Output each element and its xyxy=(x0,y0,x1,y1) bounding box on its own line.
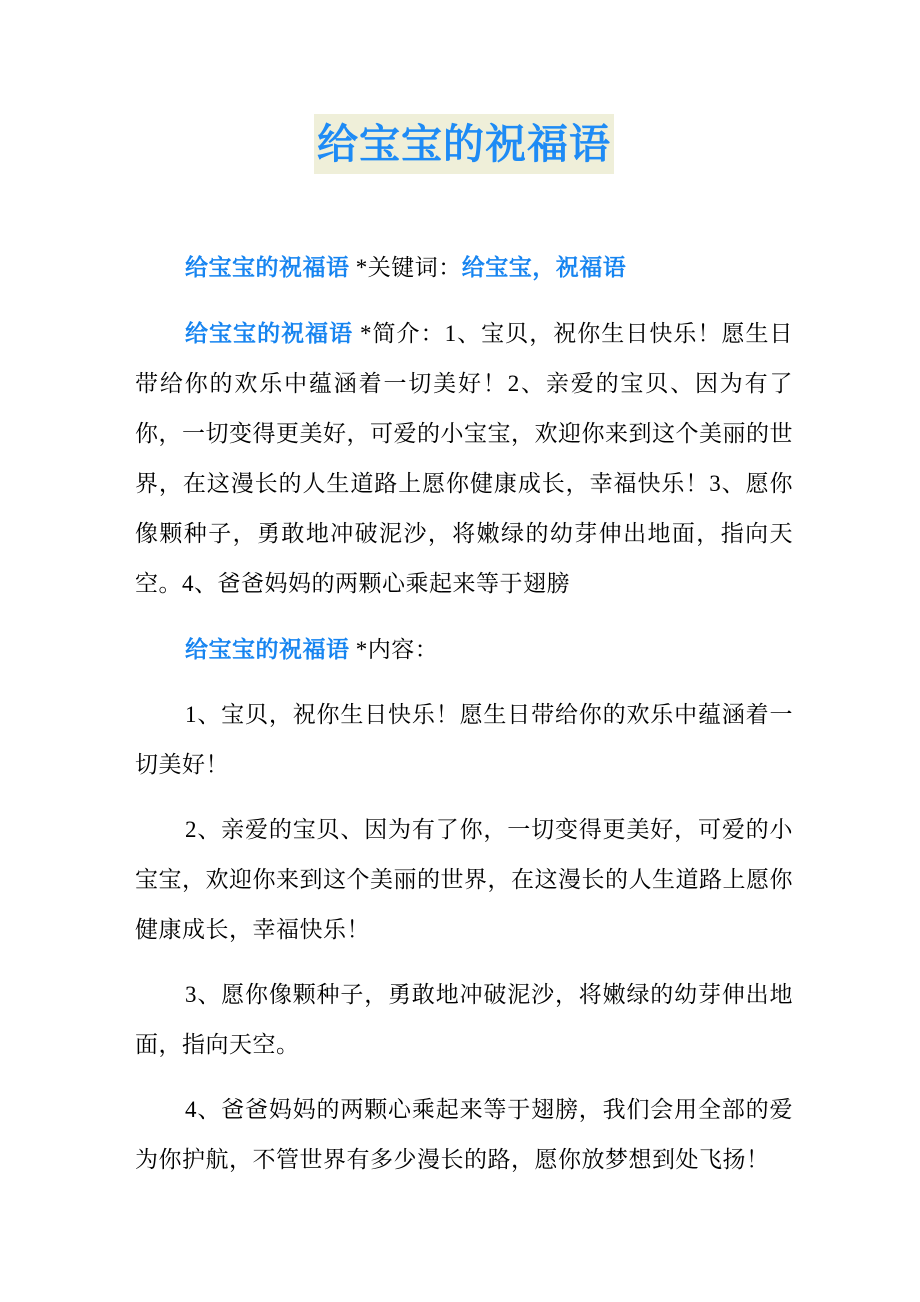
paragraph xyxy=(135,690,793,790)
paragraph xyxy=(135,1085,793,1185)
paragraph xyxy=(135,805,793,955)
paragraph xyxy=(135,242,793,293)
link-text[interactable]: 给宝宝的祝福语 xyxy=(185,320,354,346)
body-text: 4、爸爸妈妈的两颗心乘起来等于翅膀，我们会用全部的爱为你护航，不管世界有多少漫长的路，愿你放梦想到处飞扬！ xyxy=(135,1097,793,1172)
body-text: *简介：1、宝贝，祝你生日快乐！愿生日带给你的欢乐中蕴涵着一切美好！2、亲爱的宝贝、因为有了你，一切变得更美好，可爱的小宝宝，欢迎你来到这个美丽的世界，在这漫长的人生道路上愿你健康成长，幸福快乐！3、愿你像颗种子，勇敢地冲破泥沙，将嫩绿的幼芽伸出地面，指向天空。4、爸爸妈妈的两颗心乘起来等于翅膀 xyxy=(135,321,794,596)
body-text: 2、亲爱的宝贝、因为有了你，一切变得更美好，可爱的小宝宝，欢迎你来到这个美丽的世界，在这漫长的人生道路上愿你健康成长，幸福快乐！ xyxy=(135,817,793,942)
paragraph xyxy=(135,970,793,1070)
body-text: *关键词： xyxy=(349,255,462,280)
paragraph xyxy=(135,308,793,609)
link-text[interactable]: 给宝宝的祝福语 xyxy=(185,636,350,662)
body-text: 3、愿你像颗种子，勇敢地冲破泥沙，将嫩绿的幼芽伸出地面，指向天空。 xyxy=(135,982,793,1057)
body-text: 1、宝贝，祝你生日快乐！愿生日带给你的欢乐中蕴涵着一切美好！ xyxy=(135,702,793,777)
title-row xyxy=(135,114,793,174)
body-text: *内容： xyxy=(349,637,439,662)
paragraph xyxy=(135,624,793,675)
page-title: 给宝宝的祝福语 xyxy=(314,114,614,174)
link-text[interactable]: 给宝宝，祝福语 xyxy=(461,254,627,280)
link-text[interactable]: 给宝宝的祝福语 xyxy=(185,254,350,280)
document-body xyxy=(135,242,793,1185)
